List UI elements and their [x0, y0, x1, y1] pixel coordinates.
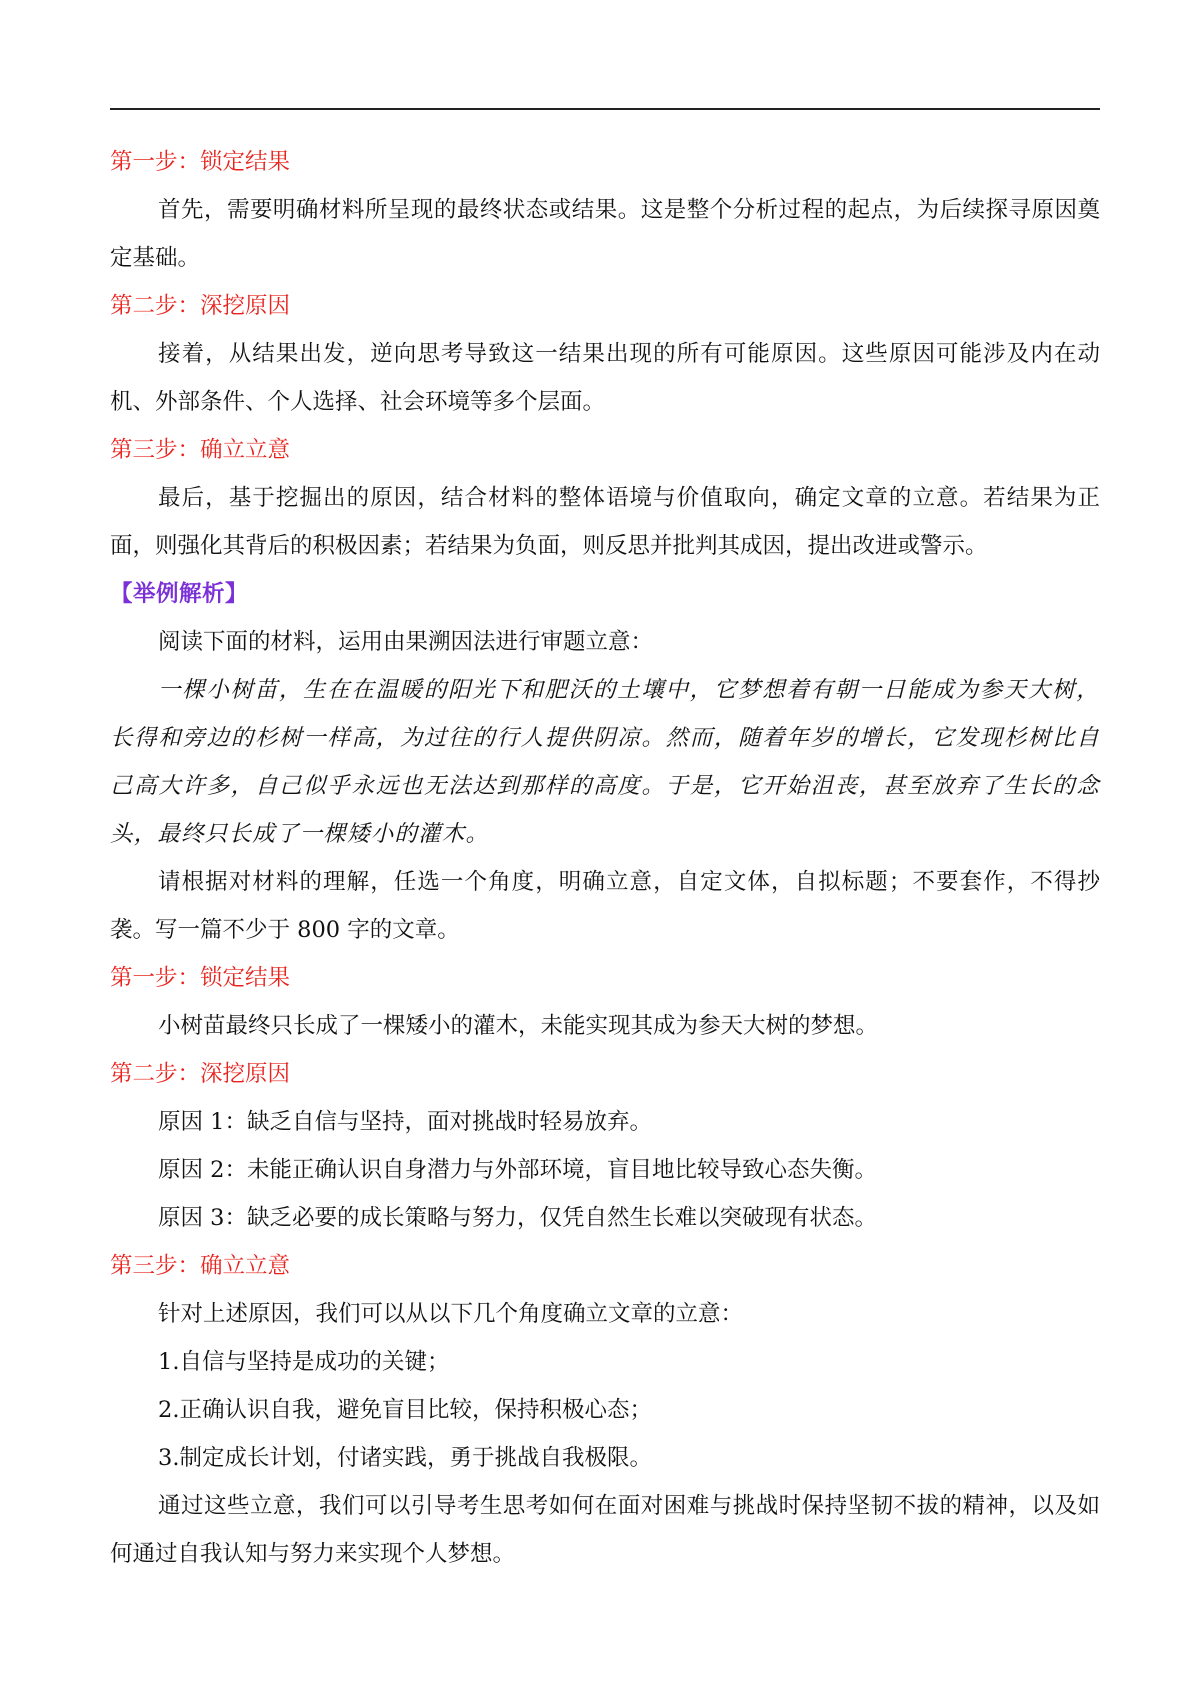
example-conclusion: 通过这些立意，我们可以引导考生思考如何在面对困难与挑战时保持坚韧不拔的精神，以及如何通过自我认知与努力来实现个人梦想。: [110, 1493, 1100, 1567]
intro-step2-text: 接着，从结果出发，逆向思考导致这一结果出现的所有可能原因。这些原因可能涉及内在动机、外部条件、个人选择、社会环境等多个层面。: [110, 341, 1100, 415]
reason-item: 原因 2：未能正确认识自身潜力与外部环境，盲目地比较导致心态失衡。: [158, 1157, 877, 1183]
reason-item: 原因 1：缺乏自信与坚持，面对挑战时轻易放弃。: [158, 1109, 652, 1135]
intro-step3-title: 第三步：确立立意: [110, 437, 291, 463]
example-heading: 【举例解析】: [110, 581, 249, 607]
example-instruction: 阅读下面的材料，运用由果溯因法进行审题立意：: [158, 629, 654, 655]
example-task: 请根据对材料的理解，任选一个角度，明确立意，自定文体，自拟标题；不要套作，不得抄袭。写一篇不少于 800 字的文章。: [110, 869, 1100, 943]
example-step2-title: 第二步：深挖原因: [110, 1061, 291, 1087]
document-page: [110, 0, 1100, 1697]
theme-item: 3.制定成长计划，付诸实践，勇于挑战自我极限。: [158, 1445, 652, 1471]
example-step3-intro: 针对上述原因，我们可以从以下几个角度确立文章的立意：: [158, 1301, 744, 1327]
example-material: 一棵小树苗，生在在温暖的阳光下和肥沃的土壤中，它梦想着有朝一日能成为参天大树，长得和旁边的杉树一样高，为过往的行人提供阴凉。然而，随着年岁的增长，它发现杉树比自己高大许多，自己似乎永远也无法达到那样的高度。于是，它开始沮丧，甚至放弃了生长的念头，最终只长成了一棵矮小的灌木。: [110, 677, 1100, 847]
intro-step3-text: 最后，基于挖掘出的原因，结合材料的整体语境与价值取向，确定文章的立意。若结果为正面，则强化其背后的积极因素；若结果为负面，则反思并批判其成因，提出改进或警示。: [110, 485, 1100, 559]
theme-item: 1.自信与坚持是成功的关键；: [158, 1349, 450, 1375]
intro-step1-text: 首先，需要明确材料所呈现的最终状态或结果。这是整个分析过程的起点，为后续探寻原因奠定基础。: [110, 197, 1100, 271]
reason-item: 原因 3：缺乏必要的成长策略与努力，仅凭自然生长难以突破现有状态。: [158, 1205, 877, 1231]
intro-step1-title: 第一步：锁定结果: [110, 149, 291, 175]
theme-item: 2.正确认识自我，避免盲目比较，保持积极心态；: [158, 1397, 652, 1423]
example-step1-title: 第一步：锁定结果: [110, 965, 291, 991]
example-step3-title: 第三步：确立立意: [110, 1253, 291, 1279]
header-rule: [110, 108, 1100, 110]
intro-step2-title: 第二步：深挖原因: [110, 293, 291, 319]
document-body: [110, 138, 1100, 1578]
example-step1-text: 小树苗最终只长成了一棵矮小的灌木，未能实现其成为参天大树的梦想。: [158, 1013, 879, 1039]
